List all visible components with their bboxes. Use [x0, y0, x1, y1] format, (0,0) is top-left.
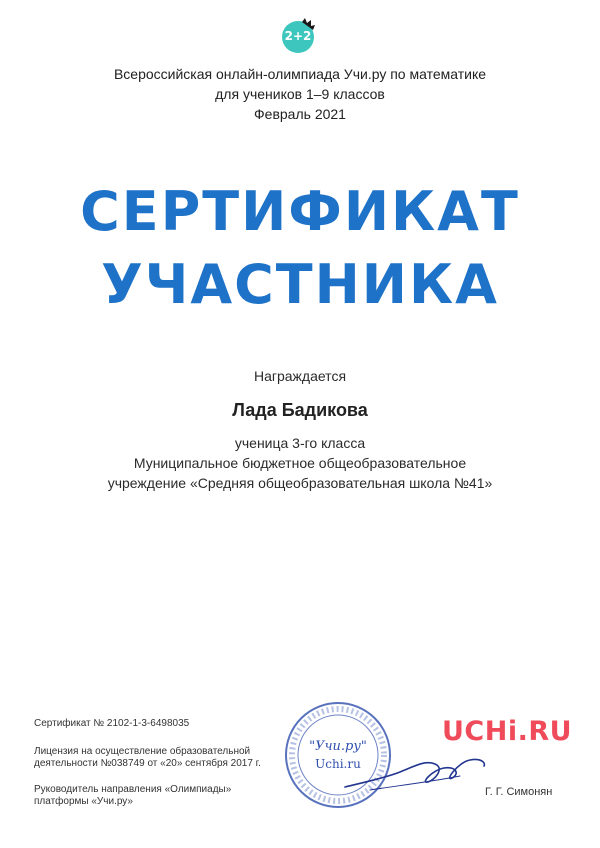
brand-text: UCHi.RU	[442, 716, 572, 747]
recipient-grade: ученица 3-го класса	[234, 435, 366, 451]
school-line-1: Муниципальное бюджетное общеобразовательное	[133, 455, 467, 471]
certificate-number: Сертификат № 2102-1-3-6498035	[34, 718, 190, 729]
recipient-details	[0, 433, 600, 493]
license-line-2: деятельности №038749 от «20» сентября 2017 г.	[34, 758, 261, 769]
uchi-logo-icon	[280, 18, 316, 54]
school-line-2: учреждение «Средняя общеобразовательная школа №41»	[107, 475, 493, 491]
license-line-1: Лицензия на осуществление образовательной	[34, 746, 251, 757]
certificate-title-line-1: СЕРТИФИКАТ	[80, 180, 520, 243]
certificate-title-line-2: УЧАСТНИКА	[101, 253, 499, 316]
recipient-name: Лада Бадикова	[232, 400, 368, 420]
license-info	[34, 746, 261, 770]
event-line-2: для учеников 1–9 классов	[215, 86, 385, 102]
stamp-text-sub: Uchi.ru	[315, 757, 361, 771]
logo-text: 2+2	[284, 29, 312, 43]
signatory-name: Г. Г. Симонян	[485, 786, 553, 798]
stamp-text-main: "Учи.ру"	[309, 739, 367, 754]
director-line-2: платформы «Учи.ру»	[34, 796, 133, 807]
event-line-3: Февраль 2021	[254, 106, 346, 122]
uchi-ru-logo	[442, 712, 572, 748]
event-line-1: Всероссийская онлайн-олимпиада Учи.ру по математике	[113, 66, 487, 82]
director-line-1: Руководитель направления «Олимпиады»	[34, 784, 232, 795]
director-title	[34, 784, 231, 808]
signature	[340, 742, 490, 802]
awarded-label: Награждается	[253, 368, 347, 384]
event-heading	[0, 64, 600, 124]
uchi-ru-wordmark	[442, 712, 572, 748]
signature-stroke	[340, 742, 490, 802]
